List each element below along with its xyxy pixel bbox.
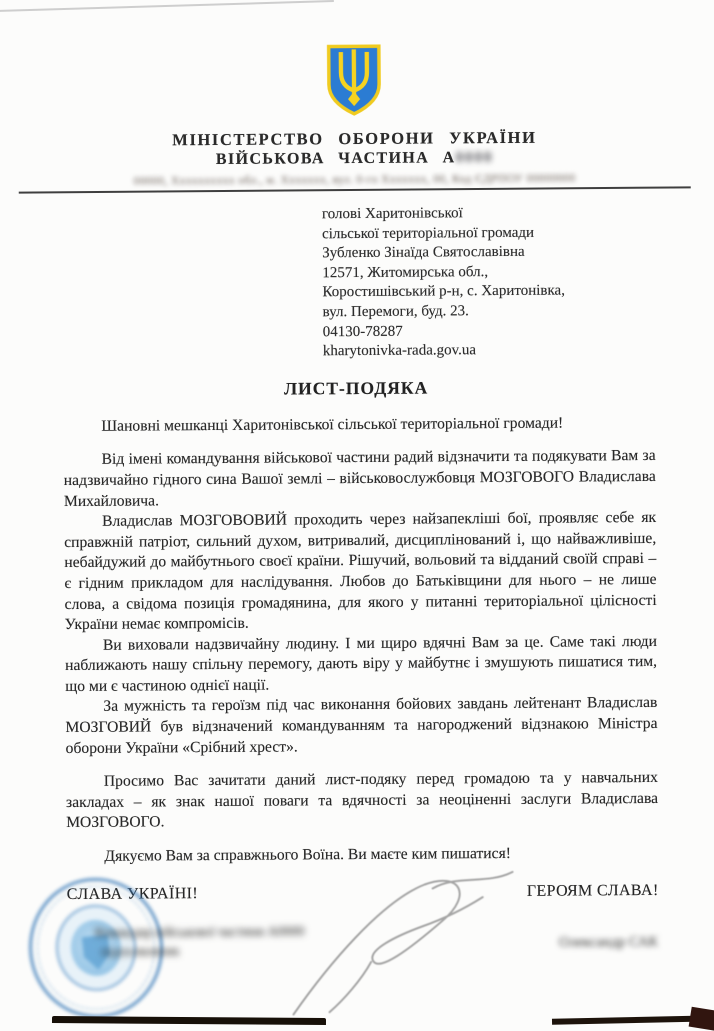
paragraph: Дякуємо Вам за справжнього Воїна. Ви маєте ким пишатися!	[104, 844, 511, 865]
letterhead	[0, 0, 712, 194]
recipient-line: Коростишівський р-н, с. Харитонівка,	[322, 282, 566, 301]
recipient-line: 12571, Житомирська обл.,	[322, 263, 489, 282]
recipient-line: Зубленко Зінаїда Святославівна	[322, 244, 525, 262]
slogan-heroiam-slava: ГЕРОЯМ СЛАВА!	[526, 881, 659, 900]
slogan-slava-ukraini: СЛАВА УКРАЇНІ!	[66, 884, 199, 903]
recipient-line: вул. Перемоги, буд. 23.	[322, 303, 469, 321]
greeting-line: Шановні мешканці Харитонівської сільської територіальної громади!	[101, 414, 564, 435]
recipient-line: голові Харитонівської	[321, 205, 463, 223]
military-unit-line	[0, 147, 712, 172]
ukraine-coat-of-arms-icon	[322, 42, 387, 120]
recipient-phone: 04130-78287	[322, 323, 403, 340]
unit-address-redacted: 00000, Xxxxxxxxxx обл., м. Xxxxxxx, вул. 0-го Xxxxxxx, 00, Код ЄДРПОУ 00000000	[133, 172, 576, 188]
paragraph: Владислав МОЗГОВОВИЙ проходить через найзапекліші бої, проявляє себе як справжній патріот, сильний духом, витривалий, дисциплінований і, що найважливіше, небайдужий до майбутнього своєї країни. Рішучий, вольовий та відданий своїй справі – є гідним прикладом для наслідування. Любов до Батьківщини для нього – не лише слова, а свідома позиція громадянина, для якого у питанні територіальної цілісності України немає компромісів.	[64, 509, 657, 634]
handwritten-signature	[284, 857, 517, 1019]
letter-title: ЛИСТ-ПОДЯКА	[283, 377, 429, 399]
commander-rank-line: підполковник	[101, 943, 180, 959]
paragraph: За мужність та героїзм під час виконання бойових завдань лейтенант Владислав МОЗГОВИЙ був відзначений командуванням та нагороджений відзнакою Міністра оборони України «Срібний хрест».	[65, 694, 658, 757]
signatory-name-redacted: Олександр САК	[558, 933, 659, 951]
commander-title-line: Командир військової частини А0000	[94, 923, 305, 940]
unit-prefix: ВІЙСЬКОВА ЧАСТИНА А	[215, 149, 456, 168]
letter-body	[63, 413, 658, 868]
recipient-address-block	[322, 203, 655, 362]
paragraph: Просимо Вас зачитати даний лист-подяку перед громадою та у навчальних закладах – як знак нашої поваги та вдячності за неоціненні заслуги Владислава МОЗГОВОГО.	[65, 769, 659, 832]
unit-number-redacted: 0000	[455, 149, 494, 167]
paragraph: Від імені командування військової частини радий відзначити та подякувати Вам за надзвичайно гідного сина Вашої землі – військовослужбовця МОЗГОВОГО Владислава Михайловича.	[63, 447, 656, 510]
recipient-website: kharytonivka-rada.gov.ua	[322, 342, 477, 360]
scan-artifact-corner	[689, 1007, 714, 1031]
paragraph: Ви виховали надзвичайну людину. І ми щиро вдячні Вам за це. Саме такі люди наближають нашу спільну перемогу, дають віру у майбутнє і змушують пишатися тим, що ми є частиною однієї нації.	[65, 632, 658, 695]
recipient-line: сільської територіальної громади	[322, 224, 535, 242]
ministry-title: МІНІСТЕРСТВО ОБОРОНИ УКРАЇНИ	[172, 127, 537, 150]
